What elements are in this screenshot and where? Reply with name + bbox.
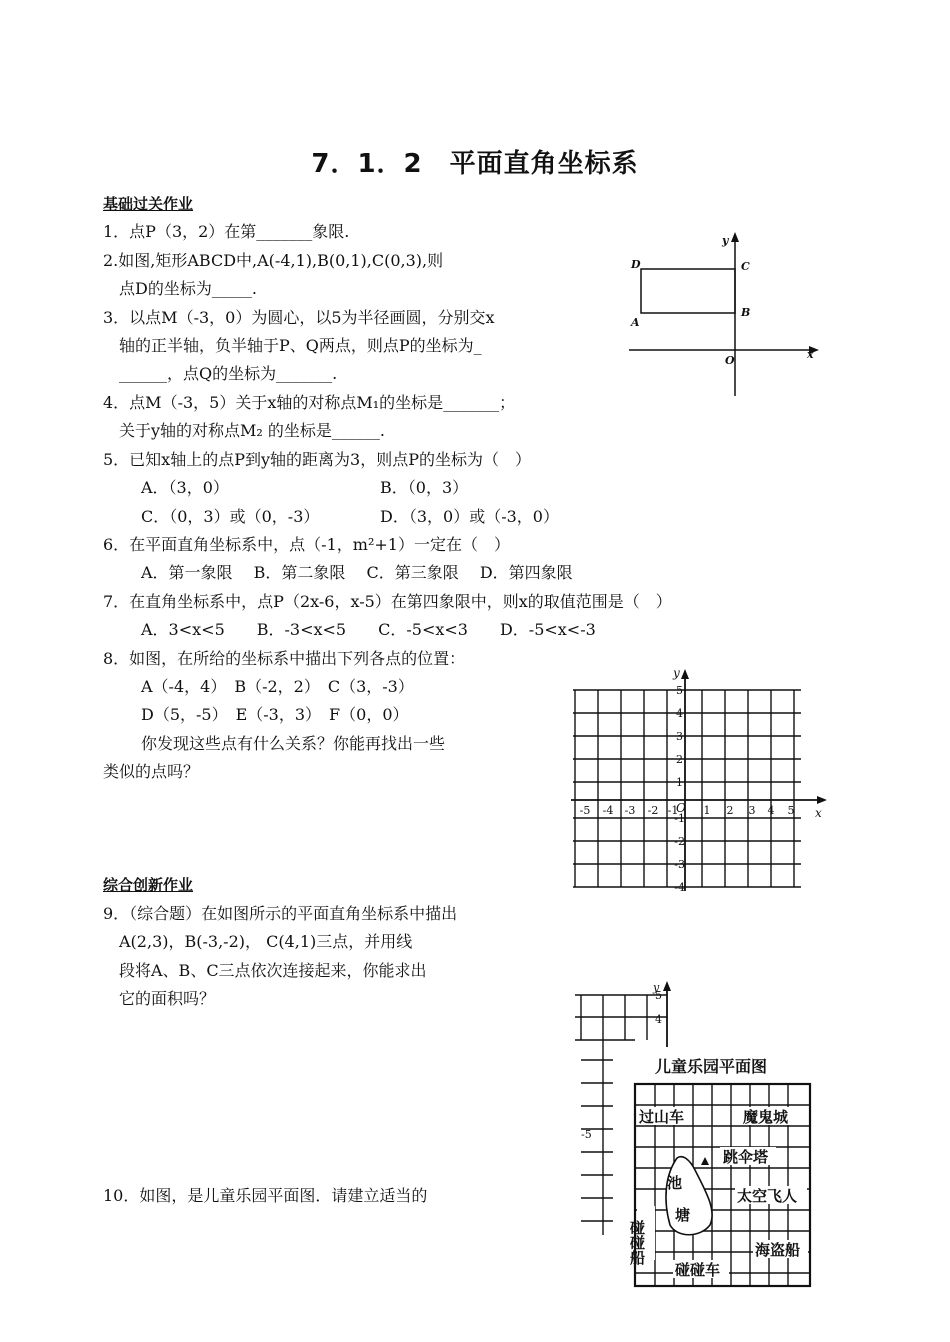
label-a: A [631,316,640,329]
park-tang: 塘 [675,1206,691,1224]
park-title: 儿童乐园平面图 [655,1057,768,1076]
axis-x-label: x [815,806,822,820]
question-3-line3: ______，点Q的坐标为_______. [119,364,338,383]
park-map-figure [625,1050,825,1295]
q5-option-b: B．（0，3） [380,478,469,497]
park-chi: 池 [667,1174,683,1192]
question-7: 7．在直角坐标系中，点P（2x-6，x-5）在第四象限中，则x的取值范围是（ ） [103,592,672,611]
question-9-line3: 段将A、B、C三点依次连接起来，你能求出 [119,961,427,980]
question-8: 8．如图，在所给的坐标系中描出下列各点的位置： [103,649,466,668]
question-2-line1: 2.如图,矩形ABCD中,A(-4,1),B(0,1),C(0,3),则 [103,251,444,270]
q9-ytick-5: 5 [655,989,662,1002]
q5-option-c: C．（0，3）或（0，-3） [141,507,320,526]
park-guoshanche: 过山车 [639,1108,685,1126]
ytick-4: 4 [676,707,683,720]
ytick-3: 3 [676,730,683,743]
axis-y-label: y [673,666,680,680]
question-9-line4: 它的面积吗？ [119,989,216,1008]
park-taikong: 太空飞人 [737,1187,798,1205]
ytick-2: 2 [676,753,683,766]
q9-xmark: -5 [581,1128,592,1141]
xtick-2: 2 [726,804,734,817]
label-y: y [722,234,729,247]
xtick-neg2: -2 [647,804,659,817]
ytick-neg4: -4 [674,881,685,894]
ytick-neg2: -2 [674,835,685,848]
park-pengpengche: 碰碰车 [675,1261,721,1279]
label-d: D [631,258,641,271]
q5-option-d: D．（3，0）或（-3，0） [380,507,559,526]
q7-options: A．3<x<5 B．-3<x<5 C．-5<x<3 D．-5<x<-3 [141,620,596,639]
question-9-line2: A(2,3)，B(-3,-2)， C(4,1)三点，并用线 [119,932,413,951]
q9-ytick-4: 4 [655,1013,662,1026]
question-3-line2: 轴的正半轴，负半轴于P、Q两点，则点P的坐标为_ [119,336,482,355]
xtick-1: 1 [703,804,711,817]
rectangle-figure [615,228,835,400]
label-o: O [725,354,735,367]
xtick-neg4: -4 [602,804,614,817]
park-moguicheng: 魔鬼城 [743,1108,789,1126]
label-x: x [807,348,814,361]
xtick-4: 4 [767,804,775,817]
ytick-5: 5 [676,684,683,697]
section-innovation: 综合创新作业 [103,876,194,894]
label-b: B [741,306,751,319]
grid-coordinate-figure [565,665,835,895]
question-5: 5．已知x轴上的点P到y轴的距离为3，则点P的坐标为（ ） [103,450,531,469]
xtick-5: 5 [787,804,795,817]
q8-question-line2: 类似的点吗？ [103,762,200,781]
label-c: C [741,260,750,273]
park-haidaochuan: 海盗船 [755,1241,801,1259]
question-2-line2: 点D的坐标为_____. [119,279,257,298]
xtick-neg1: -1 [667,804,679,817]
ytick-neg3: -3 [674,858,685,871]
ytick-1: 1 [676,776,683,789]
xtick-3: 3 [748,804,756,817]
question-1: 1．点P（3，2）在第_______象限. [103,222,350,241]
question-10: 10．如图，是儿童乐园平面图．请建立适当的 [103,1186,428,1205]
park-tiaosanta: 跳伞塔 [723,1148,769,1166]
q8-question-line1: 你发现这些点有什么关系？你能再找出一些 [141,734,446,753]
question-9-line1: 9．（综合题）在如图所示的平面直角坐标系中描出 [103,904,458,923]
question-6: 6．在平面直角坐标系中，点（-1，m²+1）一定在（ ） [103,535,510,554]
page-title: 7．1．2 平面直角坐标系 [311,149,639,179]
origin-label: O [676,801,686,815]
xtick-neg5: -5 [579,804,591,817]
q8-points-1: A（-4，4） B（-2，2） C（3，-3） [141,677,414,696]
question-3-line1: 3．以点M（-3，0）为圆心，以5为半径画圆，分别交x [103,308,495,327]
q9-axis-y: y [653,981,660,994]
ytick-neg1: -1 [674,812,685,825]
park-pengpengchuan: 碰碰船 [628,1220,646,1265]
q6-options: A．第一象限 B．第二象限 C．第三象限 D．第四象限 [141,563,573,582]
section-basic: 基础过关作业 [103,195,194,213]
question-4-line1: 4．点M（-3，5）关于x轴的对称点M₁的坐标是_______； [103,393,516,412]
xtick-neg3: -3 [624,804,636,817]
question-4-line2: 关于y轴的对称点M₂ 的坐标是______. [119,421,386,440]
q5-option-a: A．（3，0） [141,478,229,497]
q8-points-2: D（5，-5） E（-3，3） F（0，0） [141,705,409,724]
